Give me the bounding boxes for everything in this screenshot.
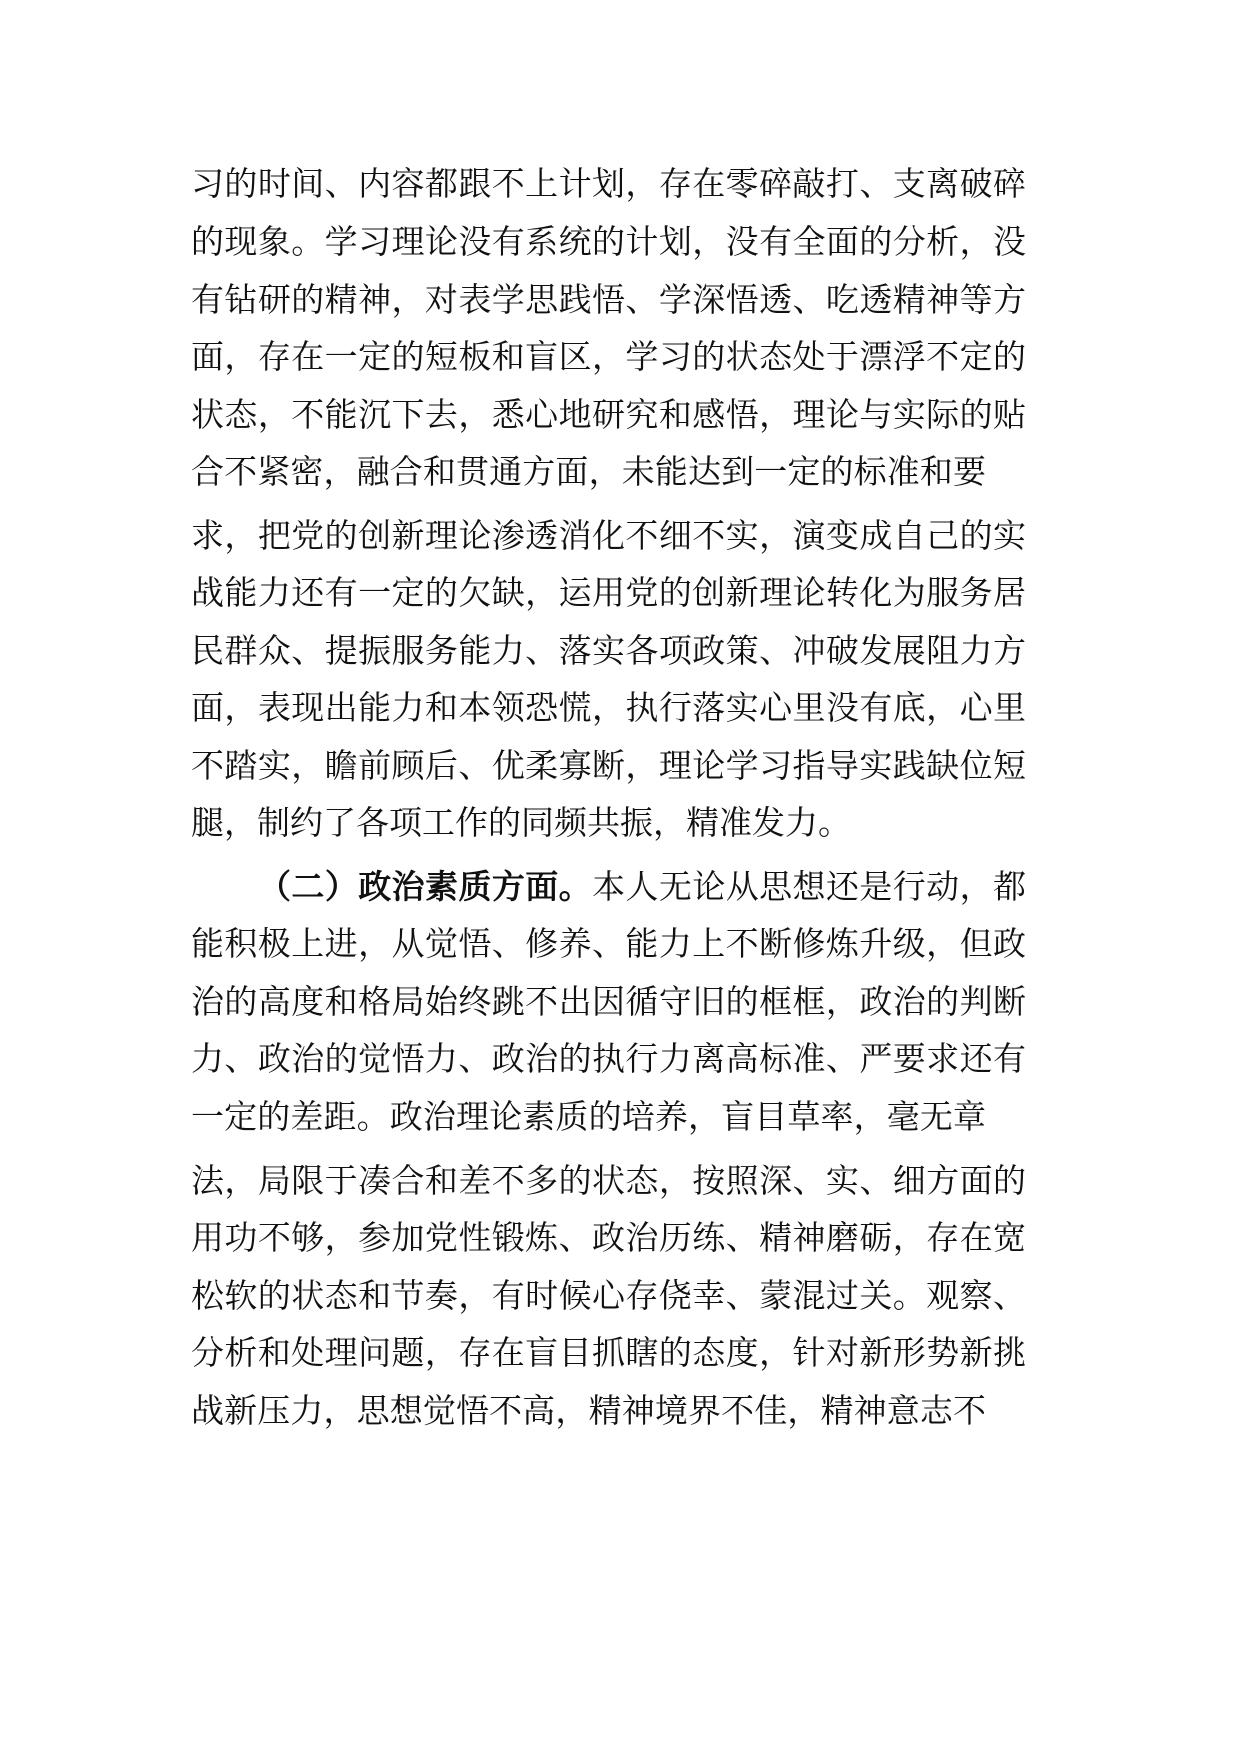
section-heading: （二）政治素质方面。 <box>258 867 593 906</box>
body-text-line: 用功不够，参加党性锻炼、政治历练、精神磨砺，存在宽 <box>191 1218 1026 1257</box>
body-text-line: 战新压力，思想觉悟不高，精神境界不佳，精神意志不 <box>191 1391 986 1430</box>
body-text-line: 松软的状态和节奏，有时候心存侥幸、蒙混过关。观察、 <box>191 1276 1026 1315</box>
body-text-line: 面，存在一定的短板和盲区，学习的状态处于漂浮不定的 <box>191 337 1026 376</box>
body-text-line: 不踏实，瞻前顾后、优柔寡断，理论学习指导实践缺位短 <box>191 746 1026 785</box>
body-text-line: 法，局限于凑合和差不多的状态，按照深、实、细方面的 <box>191 1161 1026 1200</box>
body-text-line: 状态，不能沉下去，悉心地研究和感悟，理论与实际的贴 <box>191 395 1026 434</box>
body-text-line: 能积极上进，从觉悟、修养、能力上不断修炼升级，但政 <box>191 924 1026 963</box>
body-text-line: 民群众、提振服务能力、落实各项政策、冲破发展阻力方 <box>191 631 1026 670</box>
section-2-first-line <box>258 867 1026 907</box>
body-text-line: 治的高度和格局始终跳不出因循守旧的框框，政治的判断 <box>191 982 1026 1021</box>
body-text-line: 腿，制约了各项工作的同频共振，精准发力。 <box>191 803 851 842</box>
body-text-line: 习的时间、内容都跟不上计划，存在零碎敲打、支离破碎 <box>191 164 1026 203</box>
body-text-line: 分析和处理问题，存在盲目抓瞎的态度，针对新形势新挑 <box>191 1333 1026 1372</box>
body-text-line: 力、政治的觉悟力、政治的执行力离高标准、严要求还有 <box>191 1039 1026 1078</box>
body-text-line: 有钻研的精神，对表学思践悟、学深悟透、吃透精神等方 <box>191 280 1026 319</box>
body-text-line: 求，把党的创新理论渗透消化不细不实，演变成自己的实 <box>191 516 1026 555</box>
body-text-line: 合不紧密，融合和贯通方面，未能达到一定的标准和要 <box>191 452 986 491</box>
section-2-first-line-text: 本人无论从思想还是行动，都 <box>592 867 1026 906</box>
body-text-line: 一定的差距。政治理论素质的培养，盲目草率，毫无章 <box>191 1097 986 1136</box>
body-text-line: 战能力还有一定的欠缺，运用党的创新理论转化为服务居 <box>191 573 1026 612</box>
body-text-line: 面，表现出能力和本领恐慌，执行落实心里没有底，心里 <box>191 688 1026 727</box>
body-text-line: 的现象。学习理论没有系统的计划，没有全面的分析，没 <box>191 222 1026 261</box>
